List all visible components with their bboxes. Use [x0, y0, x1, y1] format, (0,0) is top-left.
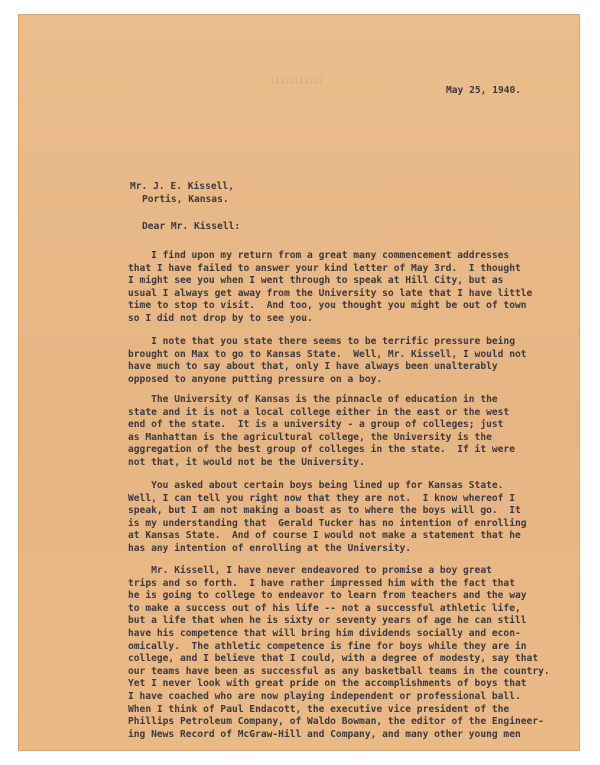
paragraph-line: have much to say about that, only I have always been unalterably [128, 361, 498, 373]
paragraph-line: Yet I never look with great pride on the accomplishments of boys that [128, 678, 527, 690]
paragraph-line: I have coached who are now playing independent or professional ball. [128, 690, 521, 702]
paragraph-line: usual I always get away from the University so late that I have little [128, 287, 533, 299]
paragraph-line: that I have failed to answer your kind letter of May 3rd. I thought [128, 262, 521, 274]
paragraph-line: state and it is not a local college either in the east or the west [128, 406, 510, 418]
faint-mark: 11111111111 [270, 76, 323, 85]
paragraph-line: When I think of Paul Endacott, the executive vice president of the [128, 703, 510, 715]
paragraph-line: he is going to college to endeavor to learn from teachers and the way [128, 590, 527, 602]
paragraph-1 [128, 250, 568, 326]
salutation: Dear Mr. Kissell: [142, 221, 241, 232]
paragraph-line: is my understanding that Gerald Tucker has no intention of enrolling [128, 517, 527, 529]
paragraph-line: has any intention of enrolling at the University. [128, 542, 412, 554]
paragraph-line: omically. The athletic competence is fine for boys while they are in [128, 640, 527, 652]
paragraph-5 [128, 565, 568, 741]
paragraph-line: opposed to anyone putting pressure on a boy. [128, 373, 383, 385]
paragraph-4 [128, 480, 568, 556]
paragraph-line: Phillips Petroleum Company, of Waldo Bowman, the editor of the Engineer- [128, 716, 544, 728]
paragraph-line: ing News Record of McGraw-Hill and Company, and many other young men [128, 728, 521, 740]
letter-page [18, 14, 580, 751]
paragraph-line: end of the state. It is a university - a group of colleges; just [128, 419, 504, 431]
paragraph-line: aggregation of the best group of colleges in the state. If it were [128, 444, 515, 456]
paragraph-line: brought on Max to go to Kansas State. Well, Mr. Kissell, I would not [128, 348, 527, 360]
paragraph-line: I might see you when I went through to speak at Hill City, but as [128, 275, 504, 287]
paragraph-3 [128, 394, 568, 470]
paragraph-line: so I did not drop by to see you. [128, 312, 313, 324]
recipient-name: Mr. J. E. Kissell, [130, 181, 234, 192]
paragraph-line: not that, it would not be the University. [128, 456, 365, 468]
paragraph-line: trips and so forth. I have rather impressed him with the fact that [128, 577, 515, 589]
letter-date: May 25, 1940. [446, 85, 522, 96]
paragraph-line: You asked about certain boys being lined up for Kansas State. [128, 480, 504, 491]
paragraph-line: Well, I can tell you right now that they are not. I know whereof I [128, 492, 515, 504]
paragraph-line: college, and I believe that I could, with a degree of modesty, say that [128, 653, 539, 665]
paragraph-line: have his competence that will bring him dividends socially and econ- [128, 627, 521, 639]
paragraph-line: speak, but I am not making a boast as to where the boys will go. It [128, 505, 521, 517]
paragraph-line: at Kansas State. And of course I would not make a statement that he [128, 530, 521, 542]
paragraph-line: as Manhattan is the agricultural college, the University is the [128, 431, 492, 443]
paragraph-line: I find upon my return from a great many commencement addresses [128, 250, 510, 261]
paragraph-line: our teams have been as successful as any basketball teams in the country. [128, 665, 550, 677]
paragraph-line: I note that you state there seems to be terrific pressure being [128, 336, 515, 347]
recipient-location: Portis, Kansas. [142, 194, 229, 205]
paragraph-line: to make a success out of his life -- not a successful athletic life, [128, 602, 521, 614]
paragraph-2 [128, 336, 568, 386]
paragraph-line: time to stop to visit. And too, you thought you might be out of town [128, 300, 527, 312]
paragraph-line: Mr. Kissell, I have never endeavored to promise a boy great [128, 565, 492, 576]
paragraph-line: The University of Kansas is the pinnacle of education in the [128, 394, 498, 405]
paragraph-line: but a life that when he is sixty or seventy years of age he can still [128, 615, 527, 627]
